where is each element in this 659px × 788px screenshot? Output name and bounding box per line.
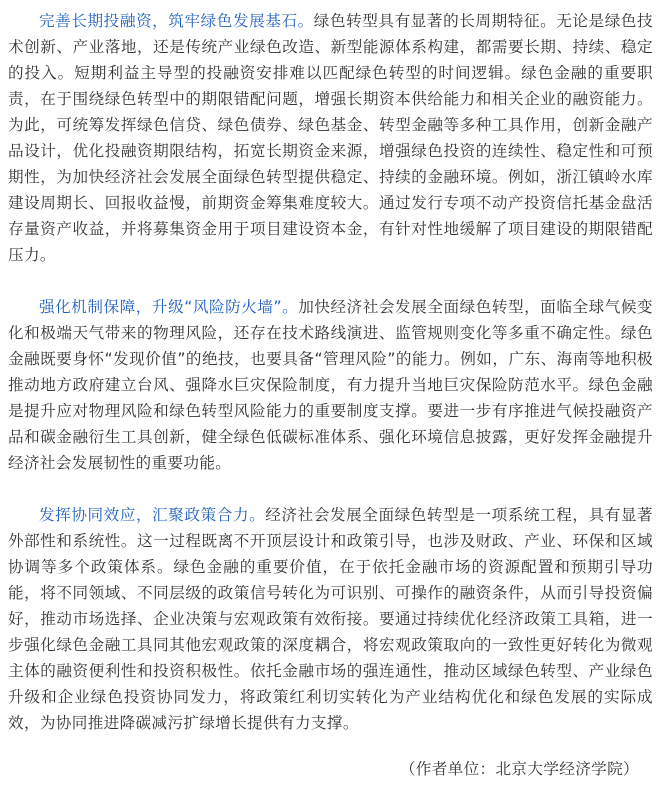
- article-paragraph: [8, 294, 653, 476]
- author-affiliation: （作者单位：北京大学经济学院）: [399, 760, 639, 778]
- paragraph-body: 经济社会发展全面绿色转型是一项系统工程，具有显著外部性和系统性。这一过程既离不开顶层设计和政策引导，也涉及财政、产业、环保和区域协调等多个政策体系。绿色金融的重要价值，在于依托金融市场的资源配置和预期引导功能，将不同领域、不同层级的政策信号转化为可识别、可操作的融资条件，从而引导投资偏好，推动市场选择、企业决策与宏观政策有效衔接。要通过持续优化经济政策工具箱，进一步强化绿色金融工具同其他宏观政策的深度耦合，将宏观政策取向的一致性更好转化为微观主体的融资便利性和投资积极性。依托金融市场的强连通性，推动区域绿色转型、产业绿色升级和企业绿色投资协同发力，将政策红利切实转化为产业结构优化和绿色发展的实际成效，为协同推进降碳减污扩绿增长提供有力支撑。: [8, 506, 653, 732]
- paragraph-body: 加快经济社会发展全面绿色转型，面临全球气候变化和极端天气带来的物理风险，还存在技术路线演进、监管规则变化等多重不确定性。绿色金融既要身怀“发现价值”的绝技，也要具备“管理风险”的能力。例如，广东、海南等地积极推动地方政府建立台风、强降水巨灾保险制度，有力提升当地巨灾保险防范水平。绿色金融是提升应对物理风险和绿色转型风险能力的重要制度支撑。要进一步有序推进气候投融资产品和碳金融衍生工具创新，健全绿色低碳标准体系、强化环境信息披露，更好发挥金融提升经济社会发展韧性的重要功能。: [8, 298, 654, 472]
- paragraph-lead: 发挥协同效应，汇聚政策合力。: [39, 506, 266, 524]
- article-paragraph: [8, 8, 653, 268]
- article-paragraph: [8, 502, 653, 736]
- paragraph-body: 绿色转型具有显著的长周期特征。无论是绿色技术创新、产业落地，还是传统产业绿色改造、新型能源体系构建，都需要长期、持续、稳定的投入。短期利益主导型的投融资安排难以匹配绿色转型的时间逻辑。绿色金融的重要职责，在于围绕绿色转型中的期限错配问题，增强长期资本供给能力和相关企业的融资能力。为此，可统筹发挥绿色信贷、绿色债券、绿色基金、转型金融等多种工具作用，创新金融产品设计，优化投融资期限结构，拓宽长期资金来源，增强绿色投资的连续性、稳定性和可预期性，为加快经济社会发展全面绿色转型提供稳定、持续的金融环境。例如，浙江镇岭水库建设周期长、回报收益慢，前期资金筹集难度较大。通过发行专项不动产投资信托基金盘活存量资产收益，并将募集资金用于项目建设资本金，有针对性地缓解了项目建设的期限错配压力。: [8, 12, 653, 264]
- paragraph-lead: 完善长期投融资，筑牢绿色发展基石。: [39, 12, 314, 30]
- paragraph-lead: 强化机制保障，升级“风险防火墙”。: [39, 298, 299, 316]
